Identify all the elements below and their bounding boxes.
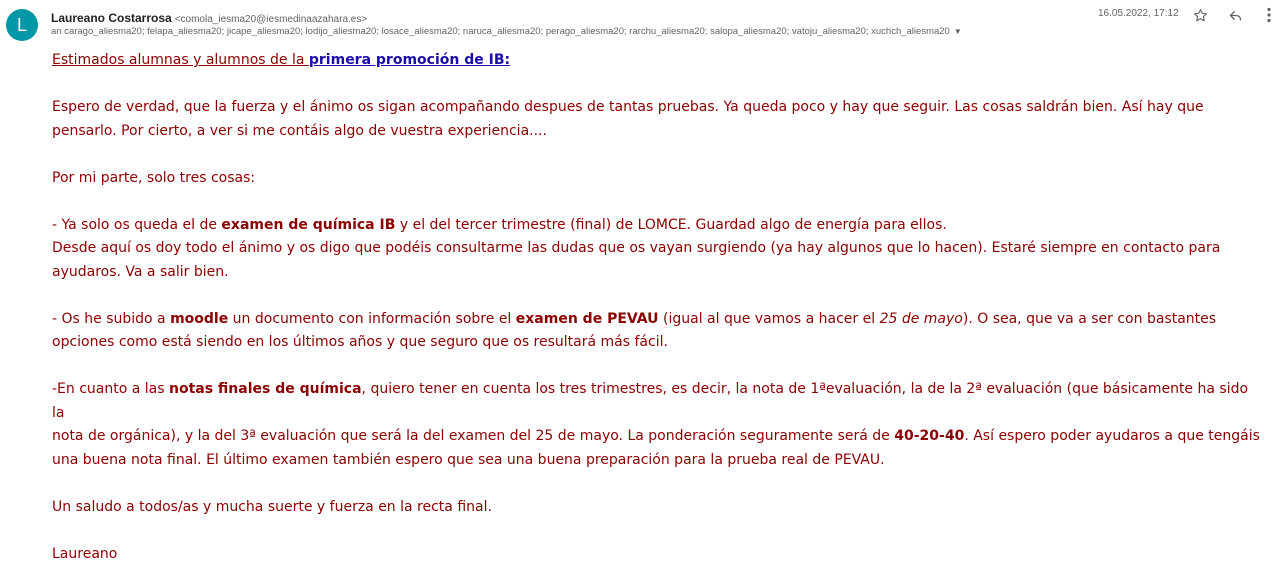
text-segment: (igual al que vamos a hacer el — [659, 311, 880, 327]
star-button[interactable] — [1189, 4, 1211, 26]
message-header — [0, 0, 1280, 46]
paragraph-three-things: Por mi parte, solo tres cosas: — [52, 167, 1264, 191]
bold-segment: moodle — [170, 311, 228, 327]
text-segment: - Ya solo os queda el de — [52, 217, 221, 233]
text-segment: nota de orgánica), y la del 3ª evaluación que será la del examen del 25 de mayo. La ponderación seguramente será de — [52, 428, 894, 444]
paragraph-moodle-line1 — [52, 308, 1264, 332]
star-icon — [1193, 8, 1208, 23]
more-icon — [1266, 7, 1272, 23]
paragraph-intro-line2: pensarlo. Por cierto, a ver si me contáis algo de vuestra experiencia.... — [52, 120, 1264, 144]
text-segment: - Os he subido a — [52, 311, 170, 327]
spacer — [52, 519, 1264, 543]
sender-line — [51, 7, 367, 26]
paragraph-exam-line2: Desde aquí os doy todo el ánimo y os digo que podéis consultarme las dudas que os vayan surgiendo (ya hay algunos que lo hacen). Estaré siempre en contacto para — [52, 237, 1264, 261]
paragraph-moodle-line2: opciones como está siendo en los últimos años y que seguro que os resultará más fácil. — [52, 331, 1264, 355]
italic-segment: 25 de mayo — [880, 311, 963, 327]
message-date: 16.05.2022, 17:12 — [1098, 8, 1179, 19]
spacer — [52, 73, 1264, 97]
paragraph-intro-line1: Espero de verdad, que la fuerza y el ánimo os sigan acompañando despues de tantas pruebas. Ya queda poco y hay que seguir. Las cosas saldrán bien. Así hay que — [52, 96, 1264, 120]
paragraph-grades-line1 — [52, 378, 1264, 425]
recipients-text: an carago_aliesma20; felapa_aliesma20; jicape_aliesma20; lodijo_aliesma20; losace_aliesma20; naruca_aliesma20; perago_aliesma20; rarchu_aliesma20; salopa_aliesma20; vatoju_aliesma20; xuchch_aliesma20 — [51, 26, 950, 37]
text-segment: un documento con información sobre el — [228, 311, 516, 327]
ib-link[interactable]: primera promoción de IB: — [309, 52, 510, 68]
bold-segment: 40-20-40 — [894, 428, 964, 444]
text-segment: , quiero tener en cuenta los tres trimestres, es decir, la nota de 1ªevaluación, la de la 2ª evaluación (que básicamente ha sido la — [52, 381, 1248, 421]
text-segment: ). O sea, que va a ser con bastantes — [963, 311, 1216, 327]
spacer — [52, 355, 1264, 379]
paragraph-closing: Un saludo a todos/as y mucha suerte y fuerza en la recta final. — [52, 496, 1264, 520]
sender-avatar[interactable]: L — [6, 9, 38, 41]
spacer — [52, 284, 1264, 308]
paragraph-grades-line3: una buena nota final. El último examen también espero que sea una buena preparación para la prueba real de PEVAU. — [52, 449, 1264, 473]
more-options-button[interactable] — [1258, 4, 1280, 26]
text-segment: . Así espero poder ayudaros a que tengáis — [964, 428, 1260, 444]
sender-name[interactable]: Laureano Costarrosa — [51, 11, 172, 25]
sender-email[interactable]: <comola_iesma20@iesmedinaazahara.es> — [175, 14, 368, 25]
bold-segment: examen de química IB — [221, 217, 395, 233]
message-body — [52, 49, 1264, 566]
signature: Laureano — [52, 543, 1264, 566]
recipients-list[interactable] — [51, 26, 962, 37]
bold-segment: examen de PEVAU — [516, 311, 659, 327]
recipients-dropdown-icon[interactable]: ▼ — [954, 27, 962, 36]
spacer — [52, 190, 1264, 214]
greeting-text: Estimados alumnas y alumnos de la — [52, 52, 309, 68]
reply-button[interactable] — [1224, 4, 1246, 26]
spacer — [52, 472, 1264, 496]
text-segment: y el del tercer trimestre (final) de LOMCE. Guardad algo de energía para ellos. — [395, 217, 946, 233]
paragraph-exam-line1 — [52, 214, 1264, 238]
reply-icon — [1228, 8, 1243, 23]
text-segment: -En cuanto a las — [52, 381, 169, 397]
paragraph-grades-line2 — [52, 425, 1264, 449]
paragraph-exam-line3: ayudaros. Va a salir bien. — [52, 261, 1264, 285]
bold-segment: notas finales de química — [169, 381, 362, 397]
greeting-line — [52, 49, 1264, 73]
spacer — [52, 143, 1264, 167]
